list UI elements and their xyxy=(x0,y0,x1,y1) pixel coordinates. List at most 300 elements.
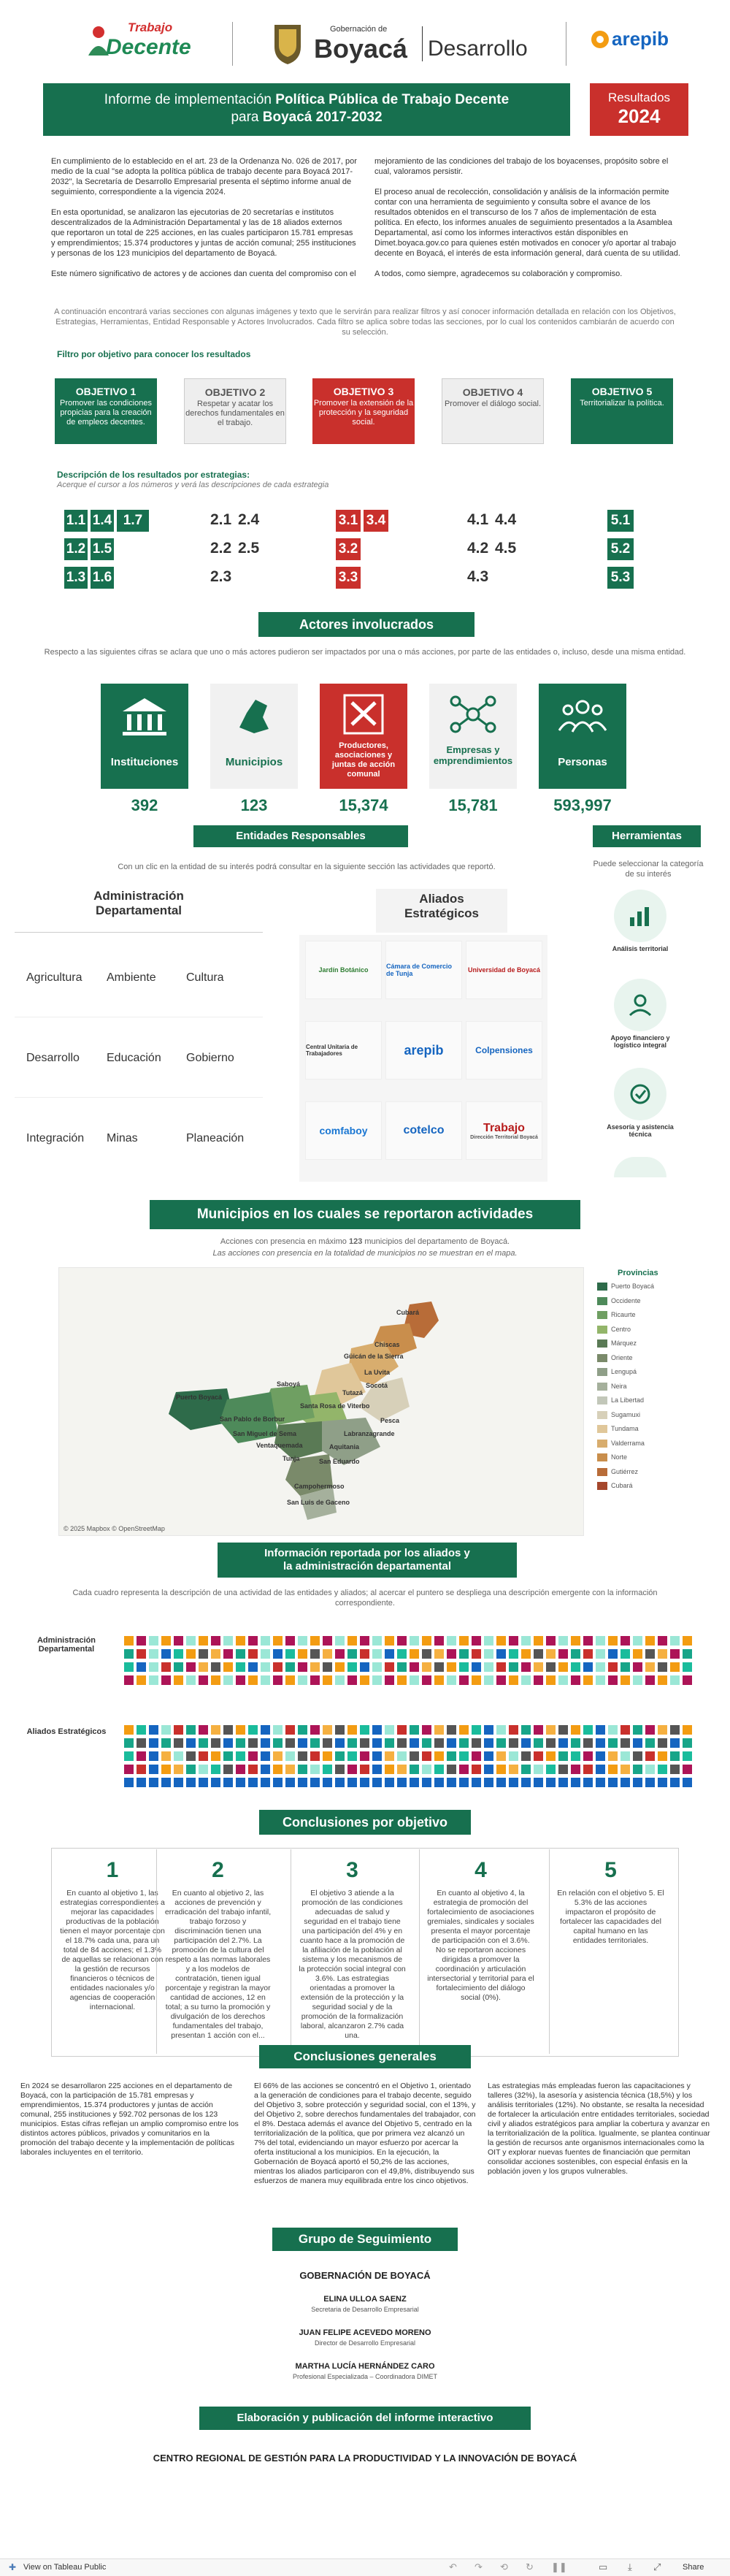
activity-square[interactable] xyxy=(335,1765,345,1774)
activity-square[interactable] xyxy=(360,1738,369,1748)
activity-square[interactable] xyxy=(124,1738,134,1748)
ally-universidad[interactable] xyxy=(466,941,542,999)
activity-square[interactable] xyxy=(645,1675,655,1685)
municipalities-map[interactable] xyxy=(58,1267,584,1536)
activity-square[interactable] xyxy=(323,1751,332,1761)
activity-square[interactable] xyxy=(124,1765,134,1774)
strategy-2-4[interactable]: 2.4 xyxy=(238,511,260,528)
activity-square[interactable] xyxy=(372,1765,382,1774)
activity-square[interactable] xyxy=(310,1649,320,1659)
activity-square[interactable] xyxy=(670,1765,680,1774)
tool-more[interactable] xyxy=(600,1157,680,1177)
activity-square[interactable] xyxy=(558,1778,568,1787)
activity-square[interactable] xyxy=(521,1725,531,1735)
activity-square[interactable] xyxy=(633,1725,642,1735)
activity-square[interactable] xyxy=(236,1778,245,1787)
activity-square[interactable] xyxy=(372,1649,382,1659)
activity-square[interactable] xyxy=(149,1765,158,1774)
activity-square[interactable] xyxy=(583,1662,593,1672)
strategy-1-3[interactable]: 1.3 xyxy=(64,567,88,589)
activity-square[interactable] xyxy=(645,1649,655,1659)
activity-square[interactable] xyxy=(211,1765,220,1774)
activity-square[interactable] xyxy=(285,1725,295,1735)
activity-square[interactable] xyxy=(161,1765,171,1774)
strategy-1-1[interactable]: 1.1 xyxy=(64,510,88,532)
device-preview-icon[interactable]: ▭ xyxy=(599,2561,608,2572)
activity-square[interactable] xyxy=(372,1778,382,1787)
strategy-1-4[interactable]: 1.4 xyxy=(91,510,114,532)
activity-square[interactable] xyxy=(596,1675,605,1685)
activity-square[interactable] xyxy=(174,1738,183,1748)
strategy-4-1[interactable]: 4.1 xyxy=(467,511,489,528)
activity-square[interactable] xyxy=(633,1675,642,1685)
activity-square[interactable] xyxy=(521,1751,531,1761)
activity-square[interactable] xyxy=(546,1649,556,1659)
tool-asesoria[interactable] xyxy=(600,1068,680,1138)
activity-square[interactable] xyxy=(223,1738,233,1748)
activity-square[interactable] xyxy=(248,1778,258,1787)
activity-square[interactable] xyxy=(310,1675,320,1685)
activity-square[interactable] xyxy=(248,1636,258,1646)
activity-square[interactable] xyxy=(658,1738,667,1748)
activity-square[interactable] xyxy=(422,1765,431,1774)
activity-square[interactable] xyxy=(174,1649,183,1659)
activity-square[interactable] xyxy=(434,1778,444,1787)
activity-square[interactable] xyxy=(385,1649,394,1659)
activity-square[interactable] xyxy=(509,1675,518,1685)
strategy-2-3[interactable]: 2.3 xyxy=(210,568,232,585)
activity-square[interactable] xyxy=(670,1738,680,1748)
entity-desarrollo[interactable]: Desarrollo xyxy=(26,1052,80,1064)
activity-square[interactable] xyxy=(211,1778,220,1787)
activity-square[interactable] xyxy=(596,1765,605,1774)
activity-square[interactable] xyxy=(509,1778,518,1787)
strategy-4-4[interactable]: 4.4 xyxy=(495,511,517,528)
activity-square[interactable] xyxy=(447,1725,456,1735)
activity-square[interactable] xyxy=(422,1738,431,1748)
province-legend-item[interactable] xyxy=(597,1283,654,1291)
activity-square[interactable] xyxy=(447,1675,456,1685)
activity-square[interactable] xyxy=(410,1765,419,1774)
activity-square[interactable] xyxy=(484,1738,493,1748)
activity-square[interactable] xyxy=(447,1636,456,1646)
activity-square[interactable] xyxy=(583,1778,593,1787)
activity-square[interactable] xyxy=(521,1778,531,1787)
activity-square[interactable] xyxy=(422,1751,431,1761)
strategy-4-2[interactable]: 4.2 xyxy=(467,540,489,557)
strategy-3-3[interactable]: 3.3 xyxy=(336,567,361,589)
activity-square[interactable] xyxy=(372,1636,382,1646)
activity-square[interactable] xyxy=(596,1725,605,1735)
activity-square[interactable] xyxy=(323,1649,332,1659)
activity-square[interactable] xyxy=(261,1675,270,1685)
activity-square[interactable] xyxy=(211,1725,220,1735)
activity-square[interactable] xyxy=(186,1662,196,1672)
activity-square[interactable] xyxy=(534,1662,543,1672)
activity-square[interactable] xyxy=(472,1675,481,1685)
activity-square[interactable] xyxy=(298,1649,307,1659)
activity-square[interactable] xyxy=(273,1675,283,1685)
activity-square[interactable] xyxy=(422,1675,431,1685)
activity-square[interactable] xyxy=(310,1636,320,1646)
activity-square[interactable] xyxy=(521,1649,531,1659)
ally-mintrabajo[interactable] xyxy=(466,1101,542,1160)
entity-educacion[interactable]: Educación xyxy=(107,1052,161,1064)
activity-square[interactable] xyxy=(323,1662,332,1672)
activity-square[interactable] xyxy=(273,1738,283,1748)
activity-square[interactable] xyxy=(534,1675,543,1685)
activity-square[interactable] xyxy=(472,1649,481,1659)
activity-square[interactable] xyxy=(683,1725,692,1735)
province-legend-item[interactable] xyxy=(597,1396,644,1404)
activity-square[interactable] xyxy=(137,1725,146,1735)
activity-square[interactable] xyxy=(658,1662,667,1672)
activity-square[interactable] xyxy=(645,1662,655,1672)
activity-square[interactable] xyxy=(186,1675,196,1685)
activity-square[interactable] xyxy=(149,1778,158,1787)
activity-square[interactable] xyxy=(298,1765,307,1774)
activity-square[interactable] xyxy=(459,1778,469,1787)
activity-square[interactable] xyxy=(558,1662,568,1672)
activity-square[interactable] xyxy=(323,1636,332,1646)
activity-square[interactable] xyxy=(534,1636,543,1646)
activity-square[interactable] xyxy=(298,1636,307,1646)
activity-square[interactable] xyxy=(124,1751,134,1761)
activity-square[interactable] xyxy=(285,1675,295,1685)
activity-square[interactable] xyxy=(372,1675,382,1685)
activity-square[interactable] xyxy=(633,1662,642,1672)
activity-square[interactable] xyxy=(633,1738,642,1748)
activity-square[interactable] xyxy=(397,1725,407,1735)
activity-square[interactable] xyxy=(385,1778,394,1787)
activity-square[interactable] xyxy=(261,1662,270,1672)
ally-cotelco[interactable] xyxy=(385,1101,462,1160)
activity-square[interactable] xyxy=(186,1738,196,1748)
activity-square[interactable] xyxy=(620,1765,630,1774)
tool-analisis-territorial[interactable] xyxy=(600,890,680,952)
activity-square[interactable] xyxy=(273,1725,283,1735)
activity-square[interactable] xyxy=(360,1675,369,1685)
activity-square[interactable] xyxy=(310,1751,320,1761)
activity-square[interactable] xyxy=(298,1725,307,1735)
activity-square[interactable] xyxy=(658,1765,667,1774)
activity-square[interactable] xyxy=(546,1751,556,1761)
activity-square[interactable] xyxy=(484,1751,493,1761)
activity-square[interactable] xyxy=(261,1751,270,1761)
activity-square[interactable] xyxy=(509,1636,518,1646)
activity-square[interactable] xyxy=(347,1765,357,1774)
strategy-1-7[interactable]: 1.7 xyxy=(117,510,149,532)
activity-square[interactable] xyxy=(211,1662,220,1672)
activity-square[interactable] xyxy=(273,1778,283,1787)
activity-square[interactable] xyxy=(583,1636,593,1646)
strategy-2-1[interactable]: 2.1 xyxy=(210,511,232,528)
activity-square[interactable] xyxy=(124,1636,134,1646)
activity-square[interactable] xyxy=(410,1675,419,1685)
activity-square[interactable] xyxy=(558,1675,568,1685)
activity-square[interactable] xyxy=(410,1662,419,1672)
activity-square[interactable] xyxy=(596,1649,605,1659)
activity-square[interactable] xyxy=(509,1662,518,1672)
activity-square[interactable] xyxy=(385,1738,394,1748)
activity-square[interactable] xyxy=(683,1662,692,1672)
activity-square[interactable] xyxy=(335,1725,345,1735)
province-legend-item[interactable] xyxy=(597,1354,633,1362)
activity-square[interactable] xyxy=(534,1778,543,1787)
activity-square[interactable] xyxy=(472,1662,481,1672)
activity-square[interactable] xyxy=(571,1636,580,1646)
activity-square[interactable] xyxy=(459,1662,469,1672)
activity-square[interactable] xyxy=(434,1725,444,1735)
activity-square[interactable] xyxy=(124,1778,134,1787)
province-legend-item[interactable] xyxy=(597,1326,631,1334)
ally-cut[interactable] xyxy=(305,1021,382,1079)
activity-square[interactable] xyxy=(521,1738,531,1748)
activity-square[interactable] xyxy=(410,1751,419,1761)
activity-square[interactable] xyxy=(248,1751,258,1761)
activity-square[interactable] xyxy=(347,1725,357,1735)
activity-square[interactable] xyxy=(658,1649,667,1659)
activity-square[interactable] xyxy=(137,1738,146,1748)
entity-cultura[interactable]: Cultura xyxy=(186,971,224,984)
activity-square[interactable] xyxy=(459,1738,469,1748)
activity-square[interactable] xyxy=(546,1636,556,1646)
activity-square[interactable] xyxy=(236,1675,245,1685)
activity-square[interactable] xyxy=(596,1751,605,1761)
activity-square[interactable] xyxy=(211,1675,220,1685)
strategy-1-2[interactable]: 1.2 xyxy=(64,538,88,560)
activity-square[interactable] xyxy=(385,1636,394,1646)
activity-square[interactable] xyxy=(534,1649,543,1659)
activity-square[interactable] xyxy=(608,1778,618,1787)
activity-square[interactable] xyxy=(521,1636,531,1646)
activity-square[interactable] xyxy=(546,1725,556,1735)
activity-square[interactable] xyxy=(670,1662,680,1672)
activity-square[interactable] xyxy=(137,1751,146,1761)
province-legend-item[interactable] xyxy=(597,1425,639,1433)
activity-square[interactable] xyxy=(223,1751,233,1761)
activity-square[interactable] xyxy=(633,1765,642,1774)
activity-square[interactable] xyxy=(608,1738,618,1748)
activity-square[interactable] xyxy=(335,1636,345,1646)
activity-square[interactable] xyxy=(149,1751,158,1761)
strategy-4-5[interactable]: 4.5 xyxy=(495,540,517,557)
actor-companies[interactable] xyxy=(429,684,517,789)
activity-square[interactable] xyxy=(347,1778,357,1787)
activity-square[interactable] xyxy=(496,1649,506,1659)
activity-square[interactable] xyxy=(211,1636,220,1646)
activity-square[interactable] xyxy=(347,1751,357,1761)
activity-square[interactable] xyxy=(658,1778,667,1787)
share-button[interactable]: Share xyxy=(683,2563,704,2572)
activity-square[interactable] xyxy=(496,1765,506,1774)
activity-square[interactable] xyxy=(608,1636,618,1646)
activity-square[interactable] xyxy=(434,1649,444,1659)
activity-square[interactable] xyxy=(397,1778,407,1787)
activity-square[interactable] xyxy=(410,1725,419,1735)
activity-square[interactable] xyxy=(658,1751,667,1761)
activity-square[interactable] xyxy=(410,1649,419,1659)
activity-square[interactable] xyxy=(558,1725,568,1735)
activity-square[interactable] xyxy=(298,1751,307,1761)
activity-square[interactable] xyxy=(273,1649,283,1659)
activity-square[interactable] xyxy=(223,1725,233,1735)
activity-square[interactable] xyxy=(199,1662,208,1672)
strategy-1-5[interactable]: 1.5 xyxy=(91,538,114,560)
activity-square[interactable] xyxy=(583,1738,593,1748)
activity-square[interactable] xyxy=(546,1662,556,1672)
province-legend-item[interactable] xyxy=(597,1482,633,1490)
activity-square[interactable] xyxy=(285,1636,295,1646)
activity-square[interactable] xyxy=(137,1675,146,1685)
activity-square[interactable] xyxy=(124,1675,134,1685)
activity-square[interactable] xyxy=(410,1778,419,1787)
strategy-3-4[interactable]: 3.4 xyxy=(364,510,388,532)
activity-square[interactable] xyxy=(385,1751,394,1761)
objective-1-button[interactable] xyxy=(55,378,157,444)
province-legend-item[interactable] xyxy=(597,1440,645,1448)
activity-square[interactable] xyxy=(310,1662,320,1672)
activity-square[interactable] xyxy=(546,1765,556,1774)
activity-square[interactable] xyxy=(534,1751,543,1761)
activity-square[interactable] xyxy=(323,1738,332,1748)
objective-3-button[interactable] xyxy=(312,378,415,444)
activity-square[interactable] xyxy=(459,1765,469,1774)
activity-square[interactable] xyxy=(459,1751,469,1761)
activity-square[interactable] xyxy=(211,1649,220,1659)
activity-square[interactable] xyxy=(199,1778,208,1787)
activity-square[interactable] xyxy=(335,1662,345,1672)
activity-square[interactable] xyxy=(323,1765,332,1774)
activity-square[interactable] xyxy=(149,1738,158,1748)
activity-square[interactable] xyxy=(137,1778,146,1787)
ally-colpensiones[interactable] xyxy=(466,1021,542,1079)
activity-square[interactable] xyxy=(546,1738,556,1748)
activity-square[interactable] xyxy=(596,1778,605,1787)
activity-square[interactable] xyxy=(248,1725,258,1735)
activity-square[interactable] xyxy=(298,1662,307,1672)
activity-square[interactable] xyxy=(496,1751,506,1761)
activity-square[interactable] xyxy=(137,1649,146,1659)
activity-square[interactable] xyxy=(248,1675,258,1685)
revert-icon[interactable]: ⟲ xyxy=(500,2561,508,2572)
activity-square[interactable] xyxy=(422,1649,431,1659)
activity-square[interactable] xyxy=(397,1649,407,1659)
activity-square[interactable] xyxy=(385,1675,394,1685)
entity-integracion[interactable]: Integración xyxy=(26,1132,85,1144)
tool-apoyo-financiero[interactable] xyxy=(600,979,680,1049)
objective-2-button[interactable] xyxy=(184,378,286,444)
activity-square[interactable] xyxy=(670,1725,680,1735)
activity-square[interactable] xyxy=(261,1725,270,1735)
activity-square[interactable] xyxy=(347,1738,357,1748)
activity-square[interactable] xyxy=(571,1751,580,1761)
activity-square[interactable] xyxy=(683,1751,692,1761)
activity-square[interactable] xyxy=(608,1765,618,1774)
activity-square[interactable] xyxy=(546,1778,556,1787)
activity-square[interactable] xyxy=(161,1649,171,1659)
activity-square[interactable] xyxy=(583,1765,593,1774)
activity-square[interactable] xyxy=(211,1738,220,1748)
activity-square[interactable] xyxy=(174,1675,183,1685)
activity-square[interactable] xyxy=(422,1778,431,1787)
activity-square[interactable] xyxy=(310,1778,320,1787)
activity-square[interactable] xyxy=(558,1649,568,1659)
activity-square[interactable] xyxy=(670,1649,680,1659)
activity-square[interactable] xyxy=(670,1675,680,1685)
activity-square[interactable] xyxy=(397,1765,407,1774)
activity-square[interactable] xyxy=(620,1725,630,1735)
activity-square[interactable] xyxy=(397,1675,407,1685)
activity-square[interactable] xyxy=(273,1662,283,1672)
activity-square[interactable] xyxy=(484,1725,493,1735)
ally-camara-comercio[interactable] xyxy=(385,941,462,999)
activity-square[interactable] xyxy=(422,1636,431,1646)
activity-square[interactable] xyxy=(472,1636,481,1646)
activity-square[interactable] xyxy=(323,1725,332,1735)
activity-square[interactable] xyxy=(447,1649,456,1659)
activity-square[interactable] xyxy=(434,1662,444,1672)
activity-square[interactable] xyxy=(645,1751,655,1761)
activity-square[interactable] xyxy=(596,1636,605,1646)
activity-square[interactable] xyxy=(558,1751,568,1761)
activity-square[interactable] xyxy=(608,1675,618,1685)
activity-square[interactable] xyxy=(161,1738,171,1748)
province-legend-item[interactable] xyxy=(597,1453,627,1461)
province-legend-item[interactable] xyxy=(597,1468,638,1476)
activity-square[interactable] xyxy=(124,1649,134,1659)
refresh-icon[interactable]: ↻ xyxy=(526,2561,534,2572)
activity-square[interactable] xyxy=(620,1649,630,1659)
activity-square[interactable] xyxy=(484,1662,493,1672)
activity-square[interactable] xyxy=(620,1662,630,1672)
activity-square[interactable] xyxy=(236,1636,245,1646)
activity-square[interactable] xyxy=(186,1649,196,1659)
activity-square[interactable] xyxy=(285,1649,295,1659)
activity-square[interactable] xyxy=(608,1725,618,1735)
pause-icon[interactable]: ❚❚ xyxy=(551,2561,567,2572)
activity-square[interactable] xyxy=(633,1751,642,1761)
activity-square[interactable] xyxy=(534,1765,543,1774)
activity-square[interactable] xyxy=(558,1738,568,1748)
activity-square[interactable] xyxy=(199,1675,208,1685)
activity-square[interactable] xyxy=(285,1751,295,1761)
activity-square[interactable] xyxy=(447,1738,456,1748)
activity-square[interactable] xyxy=(223,1662,233,1672)
strategy-5-3[interactable]: 5.3 xyxy=(607,567,634,589)
activity-square[interactable] xyxy=(360,1751,369,1761)
activity-square[interactable] xyxy=(620,1751,630,1761)
activity-square[interactable] xyxy=(199,1725,208,1735)
activity-square[interactable] xyxy=(248,1738,258,1748)
activity-square[interactable] xyxy=(186,1725,196,1735)
activity-square[interactable] xyxy=(298,1738,307,1748)
strategy-5-1[interactable]: 5.1 xyxy=(607,510,634,532)
activity-square[interactable] xyxy=(174,1751,183,1761)
activity-square[interactable] xyxy=(397,1636,407,1646)
activity-square[interactable] xyxy=(360,1725,369,1735)
view-on-tableau-link[interactable]: View on Tableau Public xyxy=(23,2563,107,2572)
activity-square[interactable] xyxy=(335,1778,345,1787)
province-legend-item[interactable] xyxy=(597,1297,641,1305)
activity-square[interactable] xyxy=(186,1778,196,1787)
activity-square[interactable] xyxy=(310,1738,320,1748)
activity-square[interactable] xyxy=(161,1636,171,1646)
activity-square[interactable] xyxy=(161,1675,171,1685)
fullscreen-icon[interactable]: ⤢ xyxy=(653,2561,661,2572)
activity-square[interactable] xyxy=(285,1738,295,1748)
redo-icon[interactable]: ↷ xyxy=(474,2561,483,2572)
